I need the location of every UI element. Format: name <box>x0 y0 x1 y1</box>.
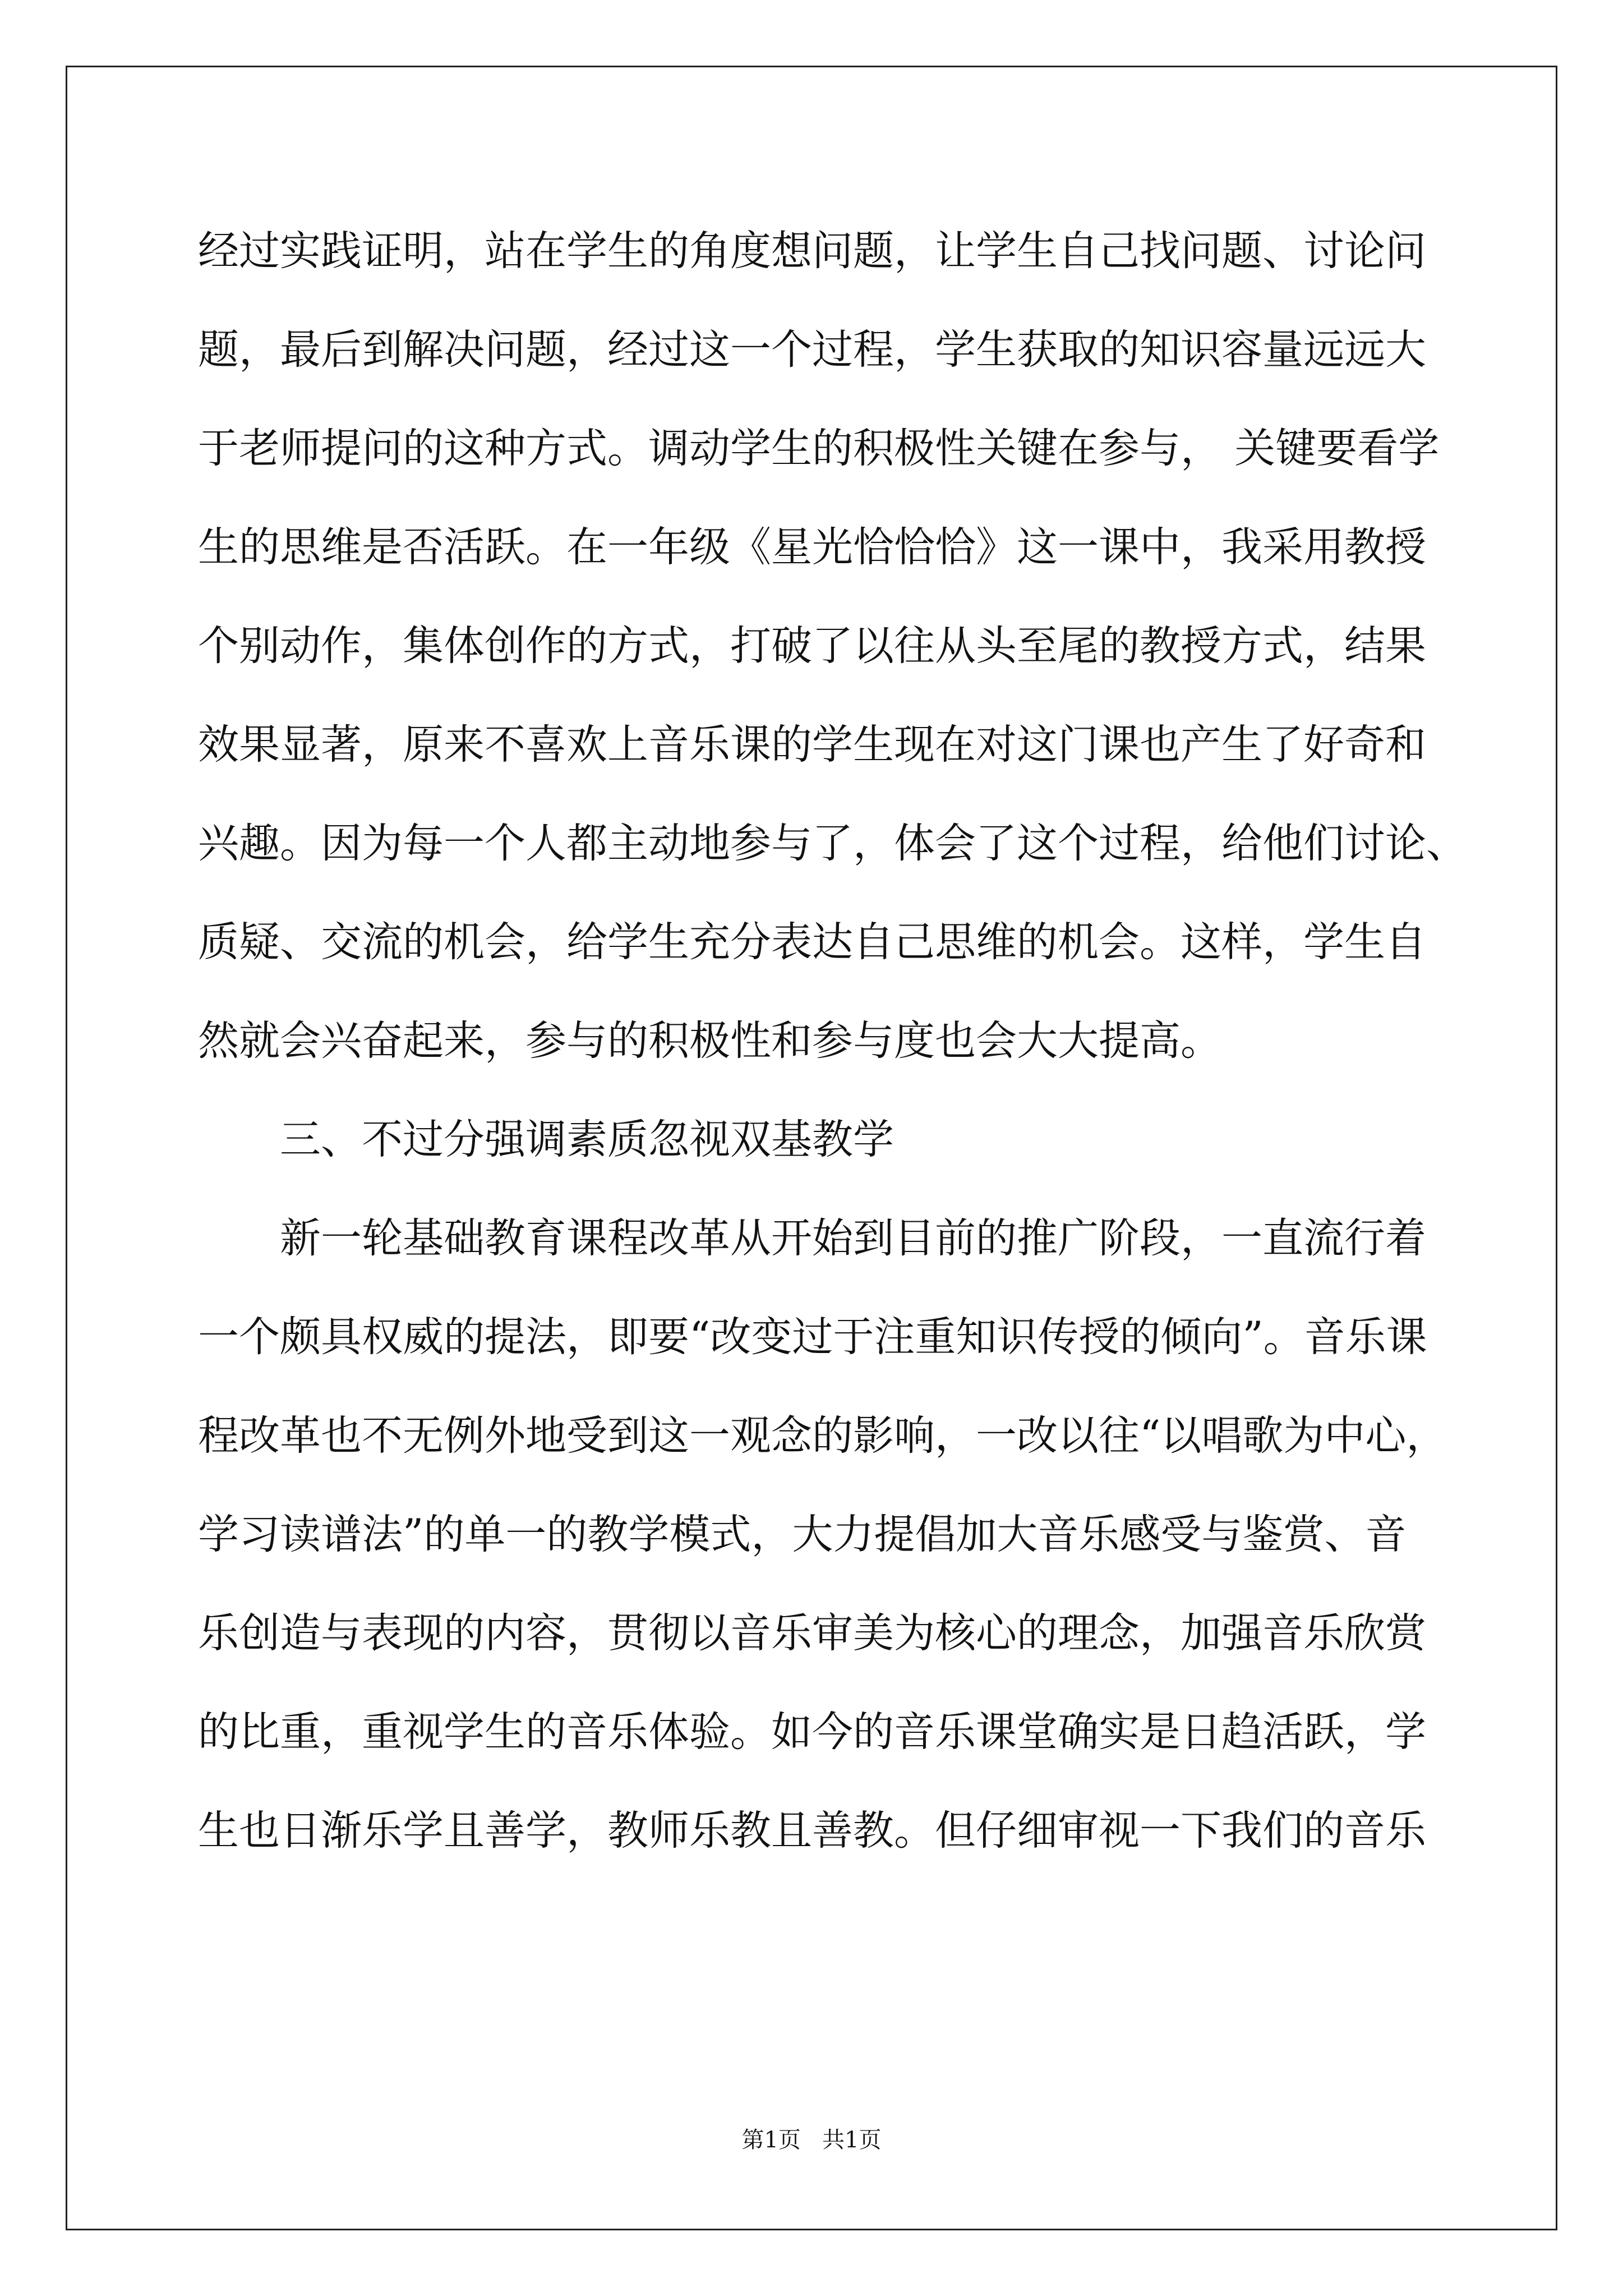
text-line: 个别动作，集体创作的方式，打破了以往从头至尾的教授方式，结果 <box>198 622 1426 670</box>
text-line: 程改革也不无例外地受到这一观念的影响，一改以往“以唱歌为中心， <box>198 1412 1447 1460</box>
text-line: 然就会兴奋起来，参与的积极性和参与度也会大大提高。 <box>198 1017 1221 1065</box>
text-line: 效果显著，原来不喜欢上音乐课的学生现在对这门课也产生了好奇和 <box>198 721 1426 769</box>
text-line: 生的思维是否活跃。在一年级《星光恰恰恰》这一课中，我采用教授 <box>198 523 1426 571</box>
text-line: 的比重，重视学生的音乐体验。如今的音乐课堂确实是日趋活跃，学 <box>198 1708 1426 1756</box>
text-line: 于老师提问的这种方式。调动学生的积极性关键在参与， 关键要看学 <box>198 425 1440 472</box>
text-line: 经过实践证明，站在学生的角度想问题，让学生自己找问题、讨论问 <box>198 227 1426 275</box>
text-line: 一个颇具权威的提法，即要“改变过于注重知识传授的倾向”。音乐课 <box>198 1313 1427 1361</box>
text-line: 乐创造与表现的内容，贯彻以音乐审美为核心的理念，加强音乐欣赏 <box>198 1609 1426 1657</box>
paragraph-first-line: 新一轮基础教育课程改革从开始到目前的推广阶段，一直流行着 <box>280 1214 1426 1262</box>
document-body <box>198 218 1467 1896</box>
text-line: 题，最后到解决问题，经过这一个过程，学生获取的知识容量远远大 <box>198 326 1426 374</box>
text-line: 学习读谱法”的单一的教学模式，大力提倡加大音乐感受与鉴赏、音 <box>198 1511 1407 1558</box>
paragraph-first-line: 三、不过分强调素质忽视双基教学 <box>280 1116 894 1163</box>
text-line: 质疑、交流的机会，给学生充分表达自己思维的机会。这样，学生自 <box>198 918 1426 966</box>
text-line: 生也日渐乐学且善学，教师乐教且善教。但仔细审视一下我们的音乐 <box>198 1807 1426 1855</box>
text-line: 兴趣。因为每一个人都主动地参与了，体会了这个过程，给他们讨论、 <box>198 820 1467 867</box>
page-footer: 第1页 共1页 <box>741 2127 882 2153</box>
